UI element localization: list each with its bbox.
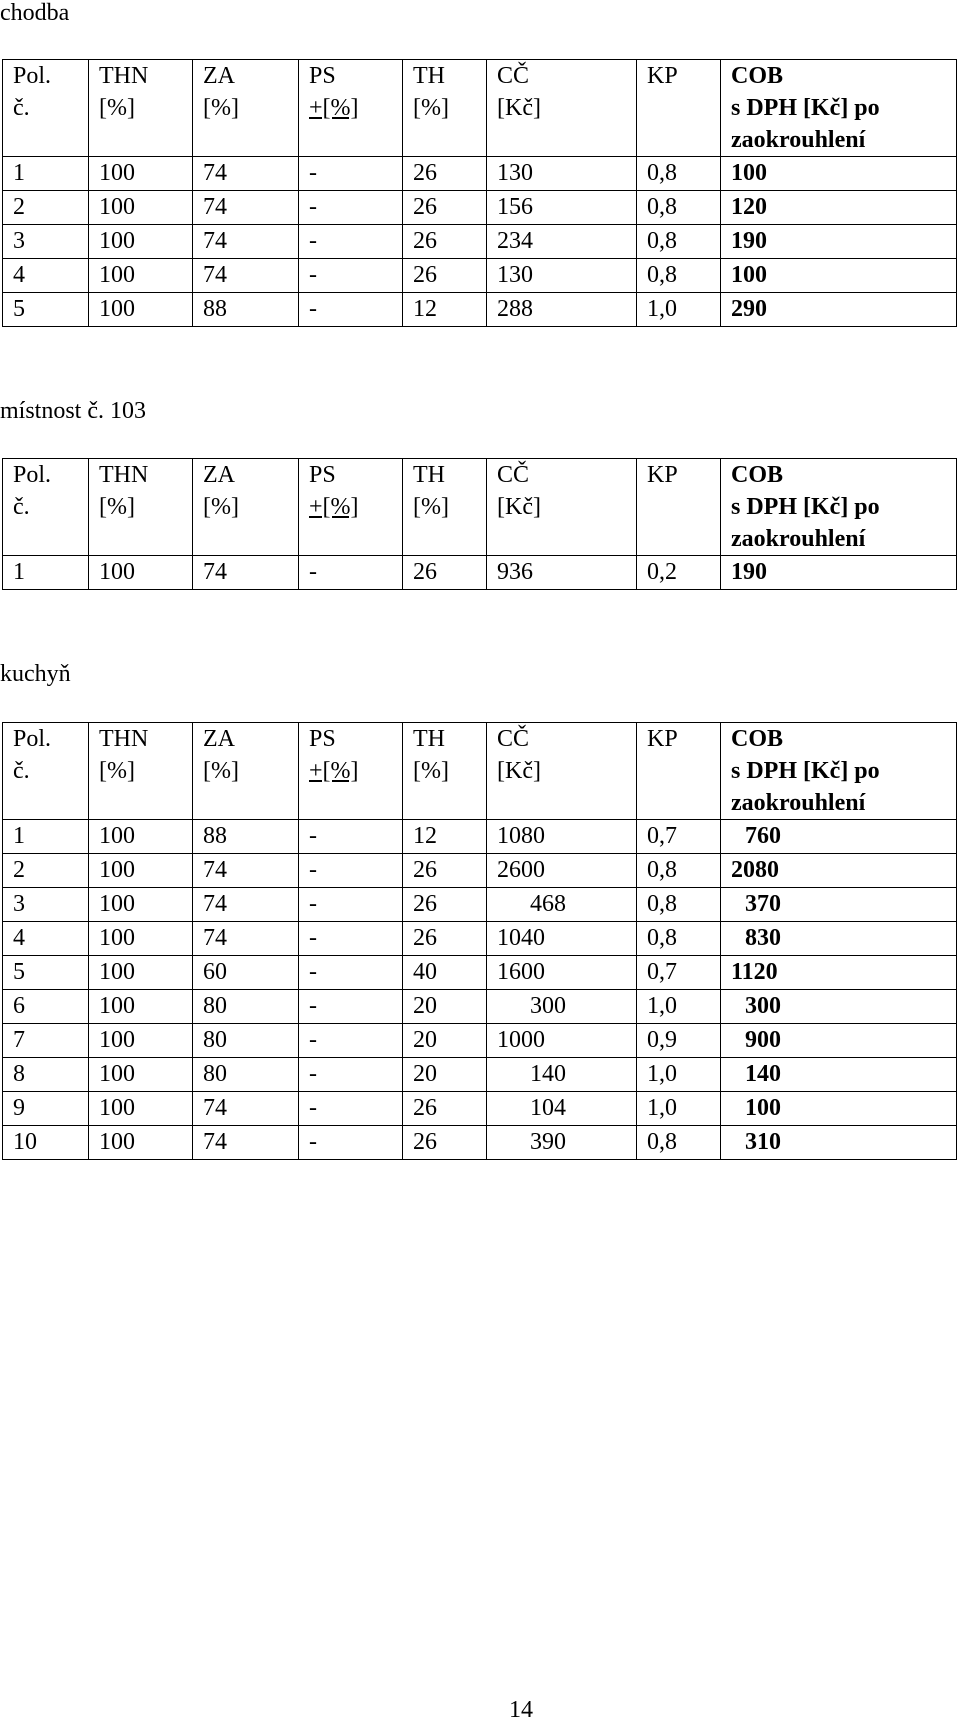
table-cell: 100 [89, 157, 193, 191]
table-cell: 4 [3, 259, 89, 293]
table-cell: 100 [89, 956, 193, 990]
header-label-line: [%] [203, 494, 239, 520]
table-cell: 300 [721, 990, 957, 1024]
table-cell: 1120 [721, 956, 957, 990]
table-cell: 100 [89, 1126, 193, 1160]
table-cell: 1000 [487, 1024, 637, 1058]
header-label-line: Pol. [13, 462, 52, 488]
table-cell: 100 [89, 191, 193, 225]
table-cell: - [299, 820, 403, 854]
table-cell: 100 [89, 854, 193, 888]
table-row [3, 922, 957, 956]
table-cell: 100 [89, 293, 193, 327]
table-cell: 26 [403, 259, 487, 293]
table-cell: 26 [403, 1092, 487, 1126]
header-label-line: [%] [413, 758, 449, 784]
table-cell: 760 [721, 820, 957, 854]
table-cell: 3 [3, 888, 89, 922]
header-label-line: KP [647, 63, 678, 89]
header-cc [487, 723, 637, 820]
header-label-line: Pol. [13, 63, 52, 89]
table-cell: 2 [3, 191, 89, 225]
header-label-line: PS [309, 63, 336, 89]
table-cell: 3 [3, 225, 89, 259]
table-cell: - [299, 556, 403, 590]
table-cell: 300 [487, 990, 637, 1024]
header-pol [3, 60, 89, 157]
table-row [3, 225, 957, 259]
table-cell: 0,2 [637, 556, 721, 590]
header-ps [299, 459, 403, 556]
table-cell: 1,0 [637, 1092, 721, 1126]
header-label-line: zaokrouhlení [731, 790, 866, 816]
table-row [3, 191, 957, 225]
table-cell: - [299, 157, 403, 191]
table-cell: 1040 [487, 922, 637, 956]
header-cob [721, 60, 957, 157]
header-label-line: THN [99, 462, 149, 488]
section-title-mistnost-103: místnost č. 103 [0, 398, 147, 424]
table-cell: 0,8 [637, 854, 721, 888]
header-label-line: TH [413, 462, 445, 488]
table-cell: 0,9 [637, 1024, 721, 1058]
header-label-line: [%] [203, 95, 239, 121]
table-cell: 26 [403, 225, 487, 259]
table-cell: 26 [403, 888, 487, 922]
table-cell: 9 [3, 1092, 89, 1126]
table-row [3, 1058, 957, 1092]
table-cell: 830 [721, 922, 957, 956]
table-cell: 1,0 [637, 293, 721, 327]
table-cell: 100 [89, 259, 193, 293]
header-label-line: č. [13, 95, 30, 121]
table-row [3, 956, 957, 990]
table-cell: - [299, 922, 403, 956]
table-row [3, 888, 957, 922]
table-row [3, 556, 957, 590]
header-ps [299, 723, 403, 820]
table-cell: 88 [193, 293, 299, 327]
header-label-line: zaokrouhlení [731, 127, 866, 153]
table-cell: 74 [193, 225, 299, 259]
table-cell: 156 [487, 191, 637, 225]
header-label-line: COB [731, 462, 784, 488]
table-header-row [3, 723, 957, 820]
header-label-line: [%] [99, 95, 135, 121]
table-cell: 7 [3, 1024, 89, 1058]
header-thn [89, 723, 193, 820]
header-label-line: č. [13, 494, 30, 520]
section-title-chodba: chodba [0, 0, 70, 26]
table-cell: 74 [193, 556, 299, 590]
header-th [403, 723, 487, 820]
table-cell: 1 [3, 556, 89, 590]
table-cell: 5 [3, 956, 89, 990]
header-cob [721, 723, 957, 820]
table-cell: 936 [487, 556, 637, 590]
table-cell: 370 [721, 888, 957, 922]
header-label-line: [%] [99, 494, 135, 520]
table-cell: 88 [193, 820, 299, 854]
table-cell: 26 [403, 157, 487, 191]
header-kp [637, 723, 721, 820]
header-label-line: CČ [497, 726, 530, 752]
table-cell: 100 [721, 157, 957, 191]
table-row [3, 820, 957, 854]
table-cell: 80 [193, 1058, 299, 1092]
table-cell: 100 [89, 820, 193, 854]
table-cell: 20 [403, 1058, 487, 1092]
table-row [3, 259, 957, 293]
header-label-line: COB [731, 726, 784, 752]
table-row [3, 1126, 957, 1160]
table-cell: 26 [403, 922, 487, 956]
table-cell: 1,0 [637, 1058, 721, 1092]
table-row [3, 990, 957, 1024]
table-cell: 12 [403, 293, 487, 327]
table-cell: 5 [3, 293, 89, 327]
table-cell: 6 [3, 990, 89, 1024]
table-cell: 0,8 [637, 259, 721, 293]
table-cell: 390 [487, 1126, 637, 1160]
header-pol [3, 723, 89, 820]
table-cell: 20 [403, 990, 487, 1024]
header-label-line: ZA [203, 462, 235, 488]
table-cell: 74 [193, 191, 299, 225]
header-label-line: CČ [497, 63, 530, 89]
table-cell: 900 [721, 1024, 957, 1058]
table-cell: 2600 [487, 854, 637, 888]
table-row [3, 1092, 957, 1126]
table-cell: 100 [89, 556, 193, 590]
table-cell: 140 [721, 1058, 957, 1092]
header-label-line: zaokrouhlení [731, 526, 866, 552]
table-cell: 1080 [487, 820, 637, 854]
table-row [3, 293, 957, 327]
table-cell: 74 [193, 157, 299, 191]
header-kp [637, 60, 721, 157]
header-pol [3, 459, 89, 556]
table-cell: - [299, 259, 403, 293]
header-label-line: s DPH [Kč] po [731, 95, 880, 121]
header-label-line: č. [13, 758, 30, 784]
table-cell: 8 [3, 1058, 89, 1092]
table-cell: 0,7 [637, 820, 721, 854]
table-cell: 74 [193, 888, 299, 922]
table-cell: - [299, 1058, 403, 1092]
table-cell: 190 [721, 556, 957, 590]
table-cell: 1,0 [637, 990, 721, 1024]
table-cell: 100 [89, 990, 193, 1024]
header-label-line: TH [413, 63, 445, 89]
header-cob [721, 459, 957, 556]
table-chodba [2, 59, 957, 327]
table-cell: - [299, 888, 403, 922]
header-label-line: Pol. [13, 726, 52, 752]
table-cell: 0,8 [637, 191, 721, 225]
header-label-line: +[%] [309, 758, 359, 784]
table-cell: - [299, 191, 403, 225]
header-cc [487, 459, 637, 556]
header-label-line: ZA [203, 726, 235, 752]
table-cell: - [299, 854, 403, 888]
table-cell: 290 [721, 293, 957, 327]
table-cell: 234 [487, 225, 637, 259]
header-label-line: PS [309, 462, 336, 488]
table-cell: 26 [403, 191, 487, 225]
table-cell: 468 [487, 888, 637, 922]
table-cell: 100 [721, 259, 957, 293]
header-label-line: PS [309, 726, 336, 752]
header-label-line: [Kč] [497, 95, 541, 121]
table-cell: 310 [721, 1126, 957, 1160]
table-header-row [3, 459, 957, 556]
table-cell: 100 [89, 888, 193, 922]
table-cell: - [299, 1024, 403, 1058]
header-ps [299, 60, 403, 157]
table-cell: 140 [487, 1058, 637, 1092]
table-mistnost-103 [2, 458, 957, 590]
header-label-line: CČ [497, 462, 530, 488]
table-cell: 12 [403, 820, 487, 854]
table-cell: 1 [3, 157, 89, 191]
table-cell: 0,8 [637, 922, 721, 956]
header-label-line: [Kč] [497, 494, 541, 520]
table-cell: 130 [487, 259, 637, 293]
table-cell: 1 [3, 820, 89, 854]
header-thn [89, 60, 193, 157]
header-label-line: KP [647, 462, 678, 488]
header-za [193, 459, 299, 556]
header-label-line: +[%] [309, 494, 359, 520]
header-label-line: [%] [99, 758, 135, 784]
header-label-line: THN [99, 726, 149, 752]
table-cell: - [299, 1126, 403, 1160]
table-row [3, 1024, 957, 1058]
table-cell: 100 [89, 922, 193, 956]
table-cell: 26 [403, 1126, 487, 1160]
header-label-line: COB [731, 63, 784, 89]
header-label-line: ZA [203, 63, 235, 89]
table-cell: 288 [487, 293, 637, 327]
table-cell: 0,8 [637, 225, 721, 259]
table-row [3, 157, 957, 191]
table-cell: 26 [403, 854, 487, 888]
table-cell: 60 [193, 956, 299, 990]
header-label-line: s DPH [Kč] po [731, 758, 880, 784]
header-cc [487, 60, 637, 157]
table-cell: - [299, 225, 403, 259]
table-kuchyn [2, 722, 957, 1160]
table-cell: 80 [193, 1024, 299, 1058]
table-cell: 1600 [487, 956, 637, 990]
header-label-line: TH [413, 726, 445, 752]
section-title-kuchyn: kuchyň [0, 661, 71, 687]
table-cell: 190 [721, 225, 957, 259]
table-cell: 4 [3, 922, 89, 956]
table-cell: - [299, 990, 403, 1024]
table-cell: 80 [193, 990, 299, 1024]
table-cell: 100 [89, 1092, 193, 1126]
table-cell: 100 [89, 1024, 193, 1058]
table-cell: - [299, 1092, 403, 1126]
header-label-line: s DPH [Kč] po [731, 494, 880, 520]
table-cell: 40 [403, 956, 487, 990]
table-cell: 0,8 [637, 888, 721, 922]
table-cell: 74 [193, 922, 299, 956]
table-cell: 2080 [721, 854, 957, 888]
table-cell: 74 [193, 1126, 299, 1160]
header-th [403, 459, 487, 556]
table-cell: 10 [3, 1126, 89, 1160]
table-cell: 0,8 [637, 1126, 721, 1160]
table-cell: 26 [403, 556, 487, 590]
table-cell: - [299, 956, 403, 990]
table-cell: 0,8 [637, 157, 721, 191]
table-cell: - [299, 293, 403, 327]
table-cell: 74 [193, 854, 299, 888]
header-za [193, 60, 299, 157]
table-cell: 74 [193, 259, 299, 293]
table-cell: 74 [193, 1092, 299, 1126]
header-label-line: THN [99, 63, 149, 89]
header-thn [89, 459, 193, 556]
header-za [193, 723, 299, 820]
table-cell: 20 [403, 1024, 487, 1058]
header-th [403, 60, 487, 157]
table-row [3, 854, 957, 888]
header-label-line: [Kč] [497, 758, 541, 784]
header-label-line: KP [647, 726, 678, 752]
header-label-line: +[%] [309, 95, 359, 121]
header-label-line: [%] [203, 758, 239, 784]
table-cell: 120 [721, 191, 957, 225]
table-cell: 0,7 [637, 956, 721, 990]
table-cell: 130 [487, 157, 637, 191]
header-label-line: [%] [413, 95, 449, 121]
table-cell: 104 [487, 1092, 637, 1126]
page-number: 14 [509, 1697, 533, 1723]
table-cell: 100 [89, 225, 193, 259]
header-label-line: [%] [413, 494, 449, 520]
header-kp [637, 459, 721, 556]
table-cell: 100 [89, 1058, 193, 1092]
table-cell: 2 [3, 854, 89, 888]
table-cell: 100 [721, 1092, 957, 1126]
table-header-row [3, 60, 957, 157]
